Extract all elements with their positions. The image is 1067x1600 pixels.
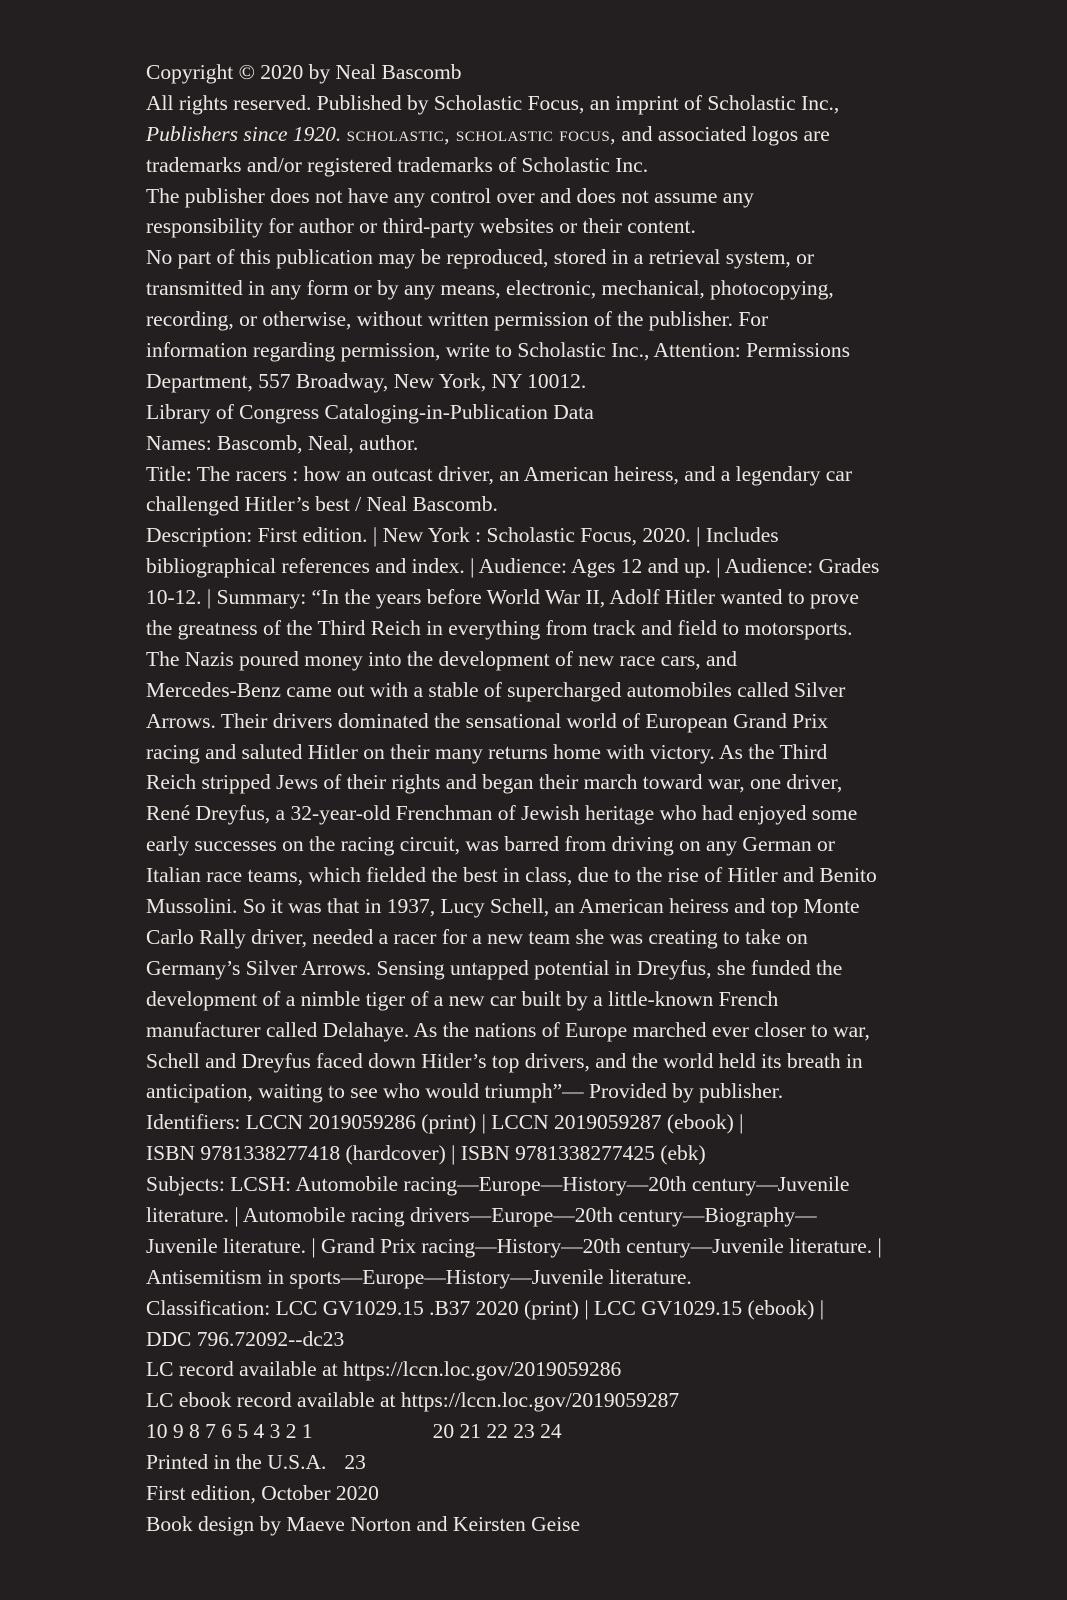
reproduction-notice-line: No part of this publication may be reproduced, stored in a retrieval system, or [146, 245, 815, 270]
cip-title-line: Title: The racers : how an outcast driver, an American heiress, and a legendary car [146, 461, 852, 486]
cip-subjects-line: Antisemitism in sports—Europe—History—Juvenile literature. [146, 1264, 692, 1289]
design-credit: Book design by Maeve Norton and Keirsten Geise [146, 1511, 581, 1536]
cip-description-line: early successes on the racing circuit, was barred from driving on any German or [146, 832, 835, 857]
cip-identifiers-line: Identifiers: LCCN 2019059286 (print) | LCCN 2019059287 (ebook) | [146, 1110, 744, 1135]
cip-description-line: Italian race teams, which fielded the best in class, due to the rise of Hitler and Benito [146, 863, 877, 888]
publisher-disclaimer-line: The publisher does not have any control over and does not assume any [146, 183, 754, 208]
printer-code: 23 [344, 1450, 366, 1475]
cip-description-line: René Dreyfus, a 32-year-old Frenchman of Jewish heritage who had enjoyed some [146, 801, 858, 826]
reproduction-notice-line: Department, 557 Broadway, New York, NY 10012. [146, 368, 587, 393]
publisher-disclaimer [146, 181, 936, 243]
reproduction-notice [146, 242, 936, 396]
cip-description-line: manufacturer called Delahaye. As the nations of Europe marched ever closer to war, [146, 1017, 870, 1042]
rights-statement-line-2 [146, 119, 936, 150]
cip-identifiers-line: ISBN 9781338277418 (hardcover) | ISBN 9781338277425 (ebk) [146, 1141, 706, 1166]
cip-subjects-line: literature. | Automobile racing drivers—Europe—20th century—Biography— [146, 1202, 817, 1227]
cip-description-line: Germany’s Silver Arrows. Sensing untapped potential in Dreyfus, she funded the [146, 955, 843, 980]
cip-title-line: challenged Hitler’s best / Neal Bascomb. [146, 492, 498, 517]
publisher-tagline: Publishers since 1920. [146, 121, 342, 146]
cip-description-line: Schell and Dreyfus faced down Hitler’s top drivers, and the world held its breath in [146, 1048, 863, 1073]
lc-record: LC record available at https://lccn.loc.gov/2019059286 [146, 1357, 622, 1382]
reproduction-notice-line: recording, or otherwise, without written permission of the publisher. For [146, 307, 769, 332]
printing-number-line: 10 9 8 7 6 5 4 3 2 1 [146, 1419, 313, 1444]
rights-statement-line-2-rest: and associated logos are [621, 121, 830, 146]
lc-ebook-record: LC ebook record available at https://lccn.loc.gov/2019059287 [146, 1388, 680, 1413]
rights-statement-line-3: trademarks and/or registered trademarks of Scholastic Inc. [146, 152, 649, 177]
cip-description-line: Carlo Rally driver, needed a racer for a new team she was creating to take on [146, 924, 808, 949]
cip-subjects-line: Juvenile literature. | Grand Prix racing—History—20th century—Juvenile literature. | [146, 1233, 882, 1258]
printed-in [146, 1447, 936, 1478]
cip-description-line: 10-12. | Summary: “In the years before World War II, Adolf Hitler wanted to prove [146, 585, 859, 610]
reproduction-notice-line: transmitted in any form or by any means, electronic, mechanical, photocopying, [146, 276, 834, 301]
cip-description-line: Mussolini. So it was that in 1937, Lucy Schell, an American heiress and top Monte [146, 894, 860, 919]
cip-subjects-line: Subjects: LCSH: Automobile racing—Europe—History—20th century—Juvenile [146, 1172, 850, 1197]
copyright-page [146, 57, 936, 1540]
cip-description-line: Arrows. Their drivers dominated the sensational world of European Grand Prix [146, 708, 829, 733]
cip-description-line: racing and saluted Hitler on their many returns home with victory. As the Third [146, 739, 828, 764]
cip-classification-line: DDC 796.72092--dc23 [146, 1326, 345, 1351]
cip-description-line: Reich stripped Jews of their rights and began their march toward war, one driver, [146, 770, 843, 795]
cip-description [146, 520, 936, 1107]
cip-classification-line: Classification: LCC GV1029.15 .B37 2020 (print) | LCC GV1029.15 (ebook) | [146, 1295, 825, 1320]
cip-description-line: Description: First edition. | New York : Scholastic Focus, 2020. | Includes [146, 523, 779, 548]
copyright-notice: Copyright © 2020 by Neal Bascomb [146, 60, 462, 84]
brand-names: scholastic, scholastic focus, [346, 121, 617, 146]
publisher-disclaimer-line: responsibility for author or third-party websites or their content. [146, 214, 696, 239]
cip-description-line: The Nazis poured money into the development of new race cars, and [146, 646, 738, 671]
cip-description-line: anticipation, waiting to see who would triumph”— Provided by publisher. [146, 1079, 784, 1104]
cip-names: Names: Bascomb, Neal, author. [146, 430, 419, 455]
cip-classification [146, 1293, 936, 1355]
rights-statement-line-1: All rights reserved. Published by Scholastic Focus, an imprint of Scholastic Inc., [146, 90, 840, 115]
cip-description-line: the greatness of the Third Reich in everything from track and field to motorsports. [146, 616, 853, 641]
edition-statement: First edition, October 2020 [146, 1480, 379, 1505]
cip-description-line: Mercedes-Benz came out with a stable of supercharged automobiles called Silver [146, 677, 846, 702]
cip-description-line: development of a nimble tiger of a new car built by a little-known French [146, 986, 779, 1011]
cip-subjects [146, 1169, 936, 1293]
cip-title [146, 459, 936, 521]
cip-heading: Library of Congress Cataloging-in-Publication Data [146, 399, 594, 424]
cip-description-line: bibliographical references and index. | Audience: Ages 12 and up. | Audience: Grades [146, 554, 880, 579]
printing-year-line: 20 21 22 23 24 [432, 1419, 562, 1444]
printing-line [146, 1416, 936, 1447]
cip-identifiers [146, 1107, 936, 1169]
reproduction-notice-line: information regarding permission, write to Scholastic Inc., Attention: Permissions [146, 338, 851, 363]
printed-in-country: Printed in the U.S.A. [146, 1450, 327, 1475]
